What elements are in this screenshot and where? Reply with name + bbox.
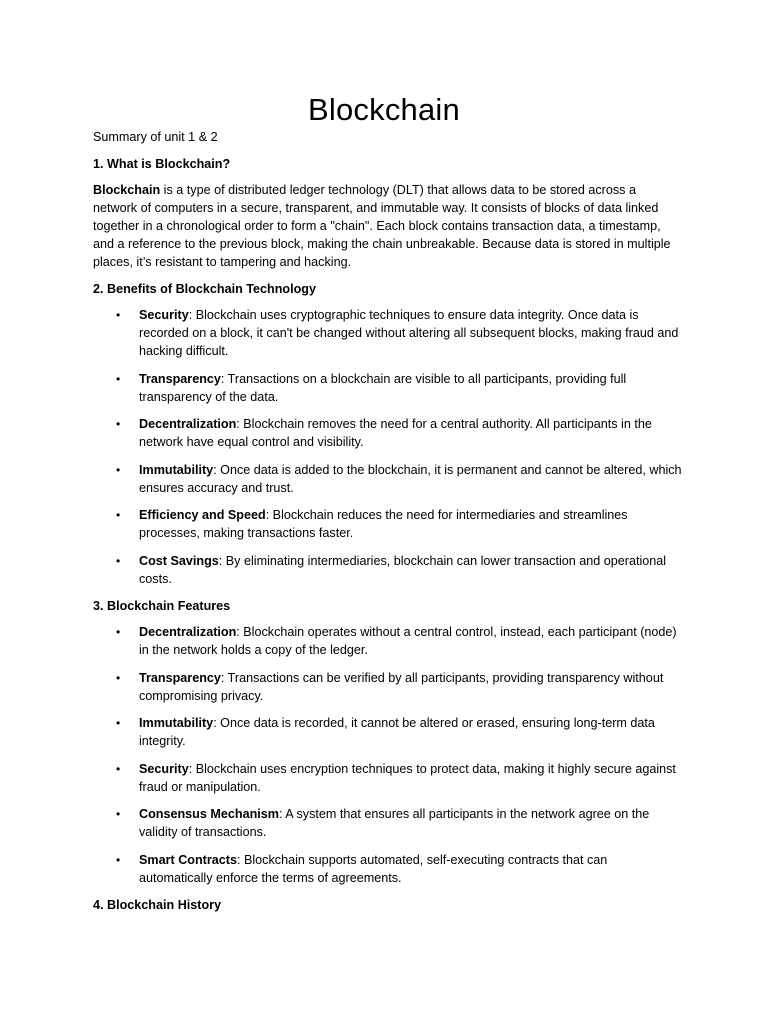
bullet-icon: • [116,716,121,730]
bullet-icon: • [116,761,121,776]
list-item-term: Security [139,761,189,776]
list-item-text: : By eliminating intermediaries, blockchain can lower transaction and operational costs. [139,553,667,586]
list-item [93,306,683,360]
bullet-icon: • [116,670,121,685]
benefits-list [93,306,683,588]
list-item [93,623,683,659]
list-item-term: Consensus Mechanism [139,807,279,821]
list-item-text: : A system that ensures all participants in the network agree on the validity of transactions. [139,807,650,839]
list-item-text: : Transactions on a blockchain are visible to all participants, providing full transparency of the data. [139,371,627,404]
bullet-icon: • [116,371,121,386]
bullet-icon: • [116,807,121,821]
list-item [93,805,683,841]
bullet-icon: • [116,553,121,568]
list-item [93,415,683,451]
list-item [93,552,683,588]
list-item [93,760,683,796]
bullet-icon: • [116,508,121,522]
section-heading-history: 4. Blockchain History [93,898,222,912]
features-list [93,623,683,887]
list-item [93,714,683,750]
list-item-term: Efficiency and Speed [139,508,266,522]
list-item-term: Smart Contracts [139,852,237,867]
list-item-term: Decentralization [139,417,237,431]
section-heading-what-is-blockchain: 1. What is Blockchain? [93,157,231,171]
section-paragraph-what-is-blockchain [93,181,683,271]
bullet-icon: • [116,308,121,322]
list-item [93,851,683,887]
list-item-term: Transparency [139,670,221,685]
list-item-text: : Blockchain uses cryptographic techniques to ensure data integrity. Once data is recorded on a block, it can't be changed without altering all subsequent blocks, making fraud and hacking difficult. [139,308,679,358]
bullet-icon: • [116,417,121,431]
bullet-icon: • [116,852,121,867]
document-body [93,128,683,922]
list-item-text: : Blockchain operates without a central control, instead, each participant (node) in the network holds a copy of the ledger. [139,625,677,657]
bullet-icon: • [116,625,121,639]
list-item-term: Security [139,308,189,322]
list-item-text: : Once data is recorded, it cannot be altered or erased, ensuring long-term data integrity. [139,716,655,748]
document-subtitle: Summary of unit 1 & 2 [93,130,218,144]
list-item-term: Immutability [139,716,214,730]
list-item-term: Cost Savings [139,553,219,568]
list-item-term: Transparency [139,371,221,386]
list-item [93,506,683,542]
paragraph-text: is a type of distributed ledger technology (DLT) that allows data to be stored across a network of computers in a secure, transparent, and immutable way. It consists of blocks of data linked together in a chronological order to form a "chain". Each block contains transaction data, a timestamp, and a reference to the previous block, making the chain unbreakable. Because data is stored in multiple places, it’s resistant to tampering and hacking. [93,183,671,269]
list-item [93,370,683,406]
term-blockchain: Blockchain [93,183,161,197]
document-title: Blockchain [308,92,460,127]
list-item-text: : Once data is added to the blockchain, it is permanent and cannot be altered, which ensures accuracy and trust. [139,462,682,495]
list-item-term: Immutability [139,462,214,477]
list-item-text: : Blockchain removes the need for a central authority. All participants in the network have equal control and visibility. [139,417,652,449]
bullet-icon: • [116,462,121,477]
section-heading-features: 3. Blockchain Features [93,599,231,613]
list-item [93,461,683,497]
list-item-text: : Blockchain reduces the need for intermediaries and streamlines processes, making transactions faster. [139,508,628,540]
list-item-text: : Blockchain supports automated, self-executing contracts that can automatically enforce the terms of agreements. [139,852,608,885]
list-item-term: Decentralization [139,625,237,639]
list-item [93,669,683,705]
section-heading-benefits: 2. Benefits of Blockchain Technology [93,282,316,296]
list-item-text: : Blockchain uses encryption techniques to protect data, making it highly secure against fraud or manipulation. [139,761,676,794]
list-item-text: : Transactions can be verified by all participants, providing transparency without compromising privacy. [139,670,664,703]
